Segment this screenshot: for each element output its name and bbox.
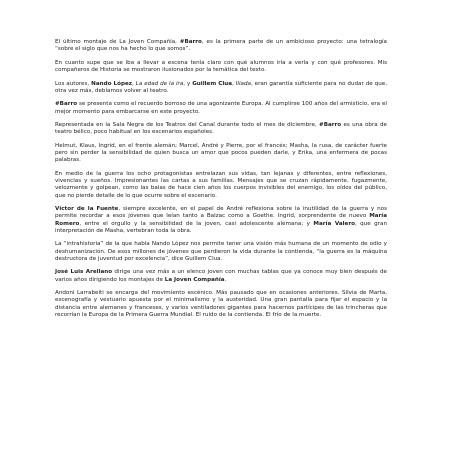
- bold-text: José Luis Arellano: [55, 269, 113, 276]
- text-run: En medio de la guerra los ocho protagonistas entrelazan sus vidas, tan lejanas y diferentes, entre reflexiones, vivencias y sueños. Impresionantes las cartas a sus familias. Mensajes que se cruzan rápidamente, fugazmente, velozmente y golpean, como las balas de hace cien años los cuerpos invisibles del enemigo, los oídos del público, que no pierde detalle de lo que ocurre sobre el escenario.: [55, 170, 387, 199]
- bold-text: La Joven Compañía: [164, 276, 225, 283]
- paragraph: [55, 39, 387, 53]
- text-run: es una obra de teatro bélico, poco habitual en los escenarios españoles.: [55, 122, 387, 136]
- paragraph: [55, 122, 387, 136]
- paragraph: [55, 241, 387, 263]
- text-run: dirige una vez más a un elenco joven con muchas tablas que ya conoce muy bien después de varios años dirigiendo los montajes de: [55, 269, 387, 283]
- bold-text: Nando López: [91, 80, 132, 87]
- paragraph: [55, 81, 387, 95]
- article-body: [55, 39, 387, 325]
- italic-text: Iliada: [235, 80, 251, 87]
- paragraph: [55, 269, 387, 283]
- text-run: El último montaje de La Joven Compañía,: [55, 39, 180, 45]
- bold-text: #Barro: [179, 39, 202, 45]
- paragraph: [55, 60, 387, 74]
- italic-text: La edad de la ira: [135, 80, 184, 87]
- text-run: , que gran interpretación de Masha, vertebran toda la obra.: [55, 220, 387, 234]
- text-run: , siempre excelente, en el papel de André reflexiona sobre la inutilidad de la guerra y nos permite recordar a esos jóvenes que leían tanto a Balzac como a Goethe. Ingrid, sorprendente de nuevo: [55, 206, 387, 220]
- text-run: ,: [232, 80, 236, 87]
- bold-text: #Barro: [55, 101, 78, 108]
- text-run: Helmut, Klaus, Ingrid, en el frente alemán; Marcel, André y Pierre, por el francés; Masha, la rusa, de carácter fuerte pero sin perder la sensibilidad de quien busca un amor que pocos pueden darle, y Erika, una enfermera de pocas palabras.: [55, 142, 387, 164]
- text-run: , entre el orgullo y la sensibilidad de la joven, casi adolescente alemana; y: [79, 220, 314, 227]
- text-run: ,: [132, 80, 136, 87]
- paragraph: [55, 290, 387, 319]
- text-run: se presenta como el recuerdo borroso de una agonizante Europa. Al cumplirse 100 años del armisticio, era el mejor momento para embarcarse en este proyecto.: [55, 101, 387, 115]
- bold-text: Víctor de la Fuente: [55, 206, 119, 213]
- paragraph: [55, 206, 387, 235]
- bold-text: María Romero: [55, 213, 387, 227]
- text-run: En cuanto supe que se iba a llevar a escena tenía claro con qué alumnos iría a verla y con qué profesores. Mis compañeros de Historia se mostraron ilusionados por la temática del texto.: [55, 59, 387, 73]
- text-run: , eran garantía suficiente para no dudar de que, otra vez más, debíamos volver al teatro.: [55, 80, 387, 94]
- bold-text: Guillem Clua: [192, 80, 233, 87]
- bold-text: #Barro: [319, 122, 342, 129]
- text-run: Los autores,: [55, 80, 92, 87]
- text-run: .: [224, 276, 227, 283]
- paragraph: [55, 171, 387, 200]
- text-run: , y: [183, 80, 193, 87]
- text-run: , es la primera parte de un ambicioso proyecto: una tetralogía “sobre el siglo que nos ha hecho lo que somos”.: [55, 39, 387, 53]
- paragraph: [55, 143, 387, 165]
- bold-text: María Valero: [313, 220, 355, 227]
- text-run: Andoni Larrabeiti se encarga del movimiento escénico. Más pausado que en ocasiones anteriores. Silvia de Marta, escenografía y vestuario apuesta por el minimalismo y la austeridad. Una gran pantalla para fijar el espacio y la distancia entre alemanes y franceses, y varios ventiladores gigantes para hacernos partícipes de las trincheras que recorrían la Europa de la Primera Guerra Mundial. El ruido de la contienda. El frío de la muerte.: [55, 290, 387, 318]
- paragraph: [55, 101, 387, 115]
- text-run: Representada en la Sala Negra de los Teatros del Canal durante todo el mes de diciembre,: [55, 122, 320, 129]
- text-run: La “intrahistoria” de la que habla Nando López nos permite tener una visión más humana de un momento de odio y deshumanización. De esos millones de jóvenes que perdieron la vida durante la contienda, “la guerra es la máquina destructora de juventud por excelencia”, dice Guillem Clua.: [55, 241, 387, 262]
